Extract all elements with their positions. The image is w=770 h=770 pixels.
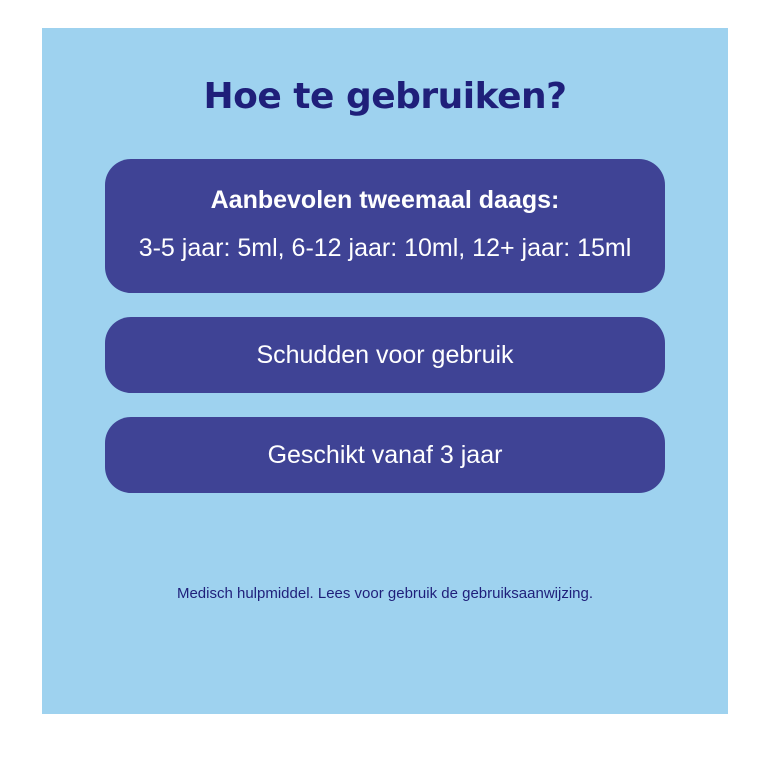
dosage-card [105,159,665,293]
regulatory-footnote: Medisch hulpmiddel. Lees voor gebruik de gebruiksaanwijzing. [176,585,594,602]
dosage-card-detail: 3-5 jaar: 5ml, 6-12 jaar: 10ml, 12+ jaar: 15ml [138,234,632,262]
instruction-card-list [42,159,728,493]
age-suitability-card [105,417,665,493]
age-suitability-text: Geschikt vanaf 3 jaar [267,441,503,469]
page-title: Hoe te gebruiken? [203,76,567,117]
dosage-card-heading: Aanbevolen tweemaal daags: [210,186,560,214]
shake-before-use-text: Schudden voor gebruik [256,341,514,369]
usage-instructions-panel [42,28,728,714]
shake-before-use-card [105,317,665,393]
